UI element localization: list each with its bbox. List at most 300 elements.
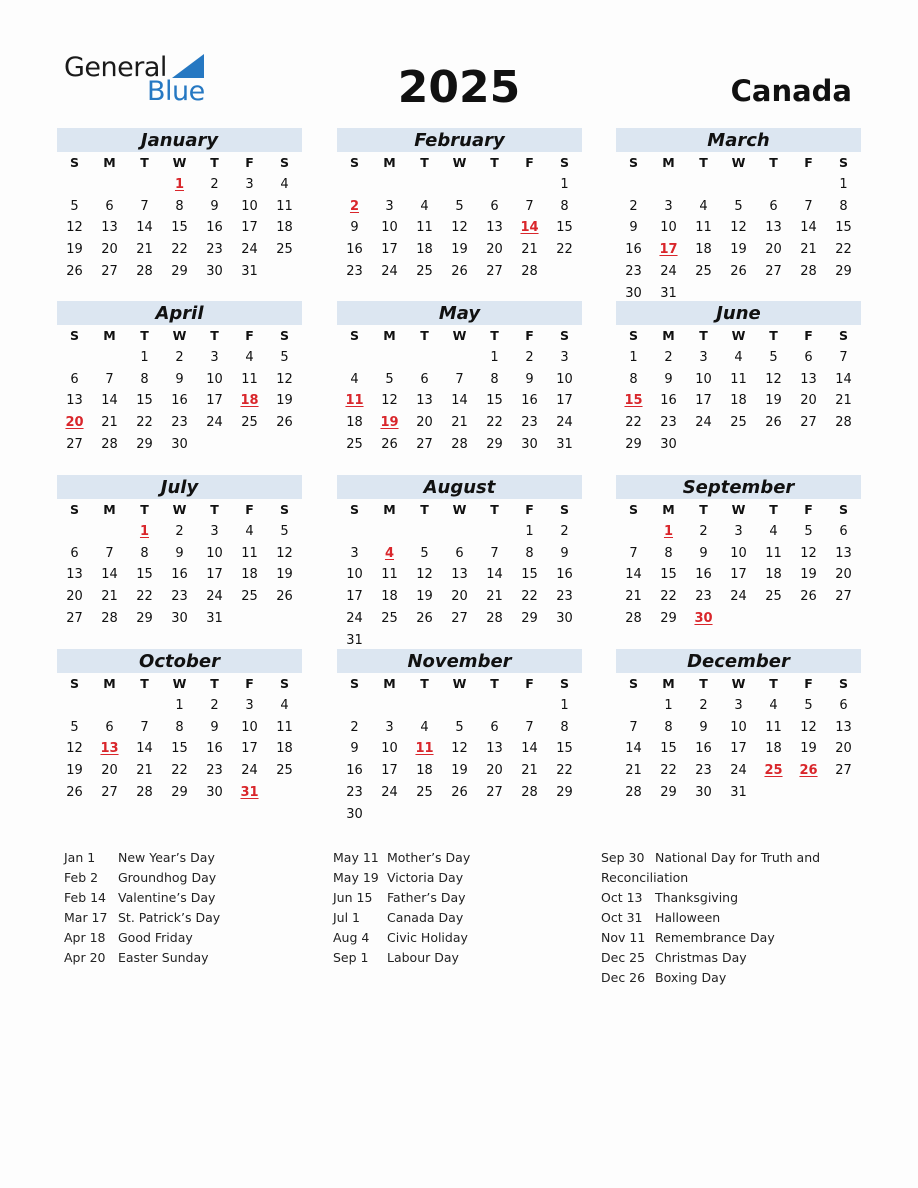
day: 2 (210, 176, 219, 192)
day: 19 (800, 567, 817, 583)
holiday-entry (64, 928, 220, 948)
day: 9 (525, 371, 534, 387)
empty-day (407, 347, 442, 369)
day: 30 (171, 610, 188, 626)
day: 16 (695, 567, 712, 583)
holiday-day: 15 (624, 393, 643, 409)
day: 5 (769, 349, 778, 365)
weekday-header: W (731, 155, 746, 170)
day: 30 (206, 784, 223, 800)
day: 1 (525, 523, 534, 539)
month-grid (337, 152, 582, 283)
month-july (57, 475, 302, 630)
day: 9 (350, 220, 359, 236)
day: 23 (660, 415, 677, 431)
day: 20 (66, 589, 83, 605)
day: 8 (490, 371, 499, 387)
day: 14 (101, 567, 118, 583)
day: 26 (66, 263, 83, 279)
weekday-header: M (662, 155, 675, 170)
day: 5 (734, 198, 743, 214)
holiday-name: Labour Day (387, 950, 459, 965)
month-grid (57, 152, 302, 283)
day: 27 (800, 415, 817, 431)
empty-day (92, 521, 127, 543)
empty-day (512, 174, 547, 196)
day: 10 (730, 545, 747, 561)
day: 22 (625, 415, 642, 431)
day: 3 (245, 176, 254, 192)
day: 25 (765, 589, 782, 605)
day: 26 (276, 415, 293, 431)
day: 23 (171, 415, 188, 431)
day: 19 (451, 763, 468, 779)
day: 10 (241, 719, 258, 735)
holiday-entry (64, 888, 220, 908)
day: 4 (769, 523, 778, 539)
day: 19 (416, 589, 433, 605)
day: 31 (241, 263, 258, 279)
day: 13 (835, 545, 852, 561)
day: 15 (660, 567, 677, 583)
holiday-date: Jun 15 (333, 890, 373, 905)
day: 16 (625, 242, 642, 258)
day: 4 (280, 697, 289, 713)
day: 30 (625, 285, 642, 301)
empty-day (372, 695, 407, 717)
holiday-entry (64, 848, 220, 868)
day: 9 (664, 371, 673, 387)
day: 12 (416, 567, 433, 583)
day: 27 (101, 784, 118, 800)
day: 26 (66, 784, 83, 800)
month-title: December (616, 649, 861, 673)
weekday-header: T (699, 155, 708, 170)
empty-day (756, 174, 791, 196)
day: 1 (175, 697, 184, 713)
empty-day (92, 695, 127, 717)
day: 24 (206, 589, 223, 605)
day: 4 (420, 198, 429, 214)
weekday-header: T (769, 502, 778, 517)
empty-day (442, 521, 477, 543)
day: 16 (206, 741, 223, 757)
day: 25 (276, 242, 293, 258)
day: 2 (210, 697, 219, 713)
weekday-header: F (525, 155, 534, 170)
day: 1 (490, 349, 499, 365)
holiday-date: Jan 1 (64, 850, 96, 865)
weekday-header: T (490, 676, 499, 691)
day: 3 (385, 719, 394, 735)
day: 30 (171, 436, 188, 452)
month-september (616, 475, 861, 630)
day: 11 (416, 220, 433, 236)
day: 22 (136, 589, 153, 605)
weekday-header: M (103, 502, 116, 517)
day: 12 (451, 741, 468, 757)
day: 30 (521, 436, 538, 452)
day: 27 (835, 763, 852, 779)
day: 2 (175, 523, 184, 539)
empty-day (651, 174, 686, 196)
day: 30 (695, 784, 712, 800)
holiday-name: National Day for Truth and (655, 850, 821, 865)
day: 8 (839, 198, 848, 214)
day: 2 (560, 523, 569, 539)
day: 12 (765, 371, 782, 387)
weekday-header: T (699, 676, 708, 691)
weekday-header: T (699, 502, 708, 517)
day: 17 (381, 763, 398, 779)
holiday-entry (333, 868, 470, 888)
holiday-day: 1 (174, 176, 185, 192)
day: 1 (629, 349, 638, 365)
day: 24 (241, 242, 258, 258)
month-may (337, 301, 582, 456)
holiday-name: Halloween (655, 910, 721, 925)
day: 29 (136, 610, 153, 626)
day: 18 (241, 567, 258, 583)
day: 13 (66, 567, 83, 583)
day: 13 (416, 393, 433, 409)
empty-day (791, 174, 826, 196)
day: 23 (521, 415, 538, 431)
weekday-header: T (420, 155, 429, 170)
day: 5 (280, 523, 289, 539)
weekday-header: S (628, 328, 638, 343)
month-october (57, 649, 302, 804)
day: 28 (101, 610, 118, 626)
holiday-day: 17 (659, 242, 678, 258)
day: 12 (730, 220, 747, 236)
day: 16 (660, 393, 677, 409)
holiday-entry (601, 968, 820, 988)
day: 8 (560, 198, 569, 214)
day: 2 (175, 349, 184, 365)
holiday-day: 13 (100, 741, 119, 757)
day: 18 (695, 242, 712, 258)
day: 24 (241, 763, 258, 779)
weekday-header: S (559, 676, 569, 691)
day: 3 (245, 697, 254, 713)
day: 10 (241, 198, 258, 214)
day: 4 (245, 523, 254, 539)
weekday-header: W (172, 155, 187, 170)
holiday-entry (333, 888, 470, 908)
day: 4 (420, 719, 429, 735)
weekday-header: W (731, 328, 746, 343)
weekday-header: T (210, 155, 219, 170)
day: 17 (730, 567, 747, 583)
day: 15 (556, 220, 573, 236)
month-title: March (616, 128, 861, 152)
day: 17 (346, 589, 363, 605)
day: 14 (136, 220, 153, 236)
day: 14 (101, 393, 118, 409)
day: 28 (451, 436, 468, 452)
day: 6 (105, 719, 114, 735)
month-february (337, 128, 582, 283)
logo-text-general: General (64, 52, 167, 83)
weekday-header: F (804, 328, 813, 343)
empty-day (92, 347, 127, 369)
weekday-header: S (838, 502, 848, 517)
day: 24 (381, 263, 398, 279)
weekday-header: F (804, 502, 813, 517)
day: 25 (346, 436, 363, 452)
day: 18 (276, 220, 293, 236)
day: 9 (699, 719, 708, 735)
weekday-header: S (69, 502, 79, 517)
day: 21 (101, 415, 118, 431)
day: 28 (521, 784, 538, 800)
day: 28 (486, 610, 503, 626)
day: 12 (66, 741, 83, 757)
holiday-name: Easter Sunday (118, 950, 209, 965)
holiday-day: 14 (520, 220, 539, 236)
day: 23 (171, 589, 188, 605)
holiday-day: 1 (663, 523, 674, 539)
day: 23 (346, 784, 363, 800)
day: 21 (800, 242, 817, 258)
weekday-header: S (559, 328, 569, 343)
day: 29 (556, 784, 573, 800)
day: 7 (140, 198, 149, 214)
day: 5 (804, 523, 813, 539)
day: 7 (455, 371, 464, 387)
empty-day (127, 695, 162, 717)
holiday-date: Oct 13 (601, 890, 643, 905)
holiday-name: Groundhog Day (118, 870, 217, 885)
day: 25 (416, 784, 433, 800)
day: 29 (136, 436, 153, 452)
holiday-date: Apr 18 (64, 930, 106, 945)
empty-day (372, 521, 407, 543)
month-title: January (57, 128, 302, 152)
day: 19 (451, 242, 468, 258)
month-grid (337, 499, 582, 652)
day: 19 (66, 242, 83, 258)
holiday-entry (601, 928, 820, 948)
holiday-date: Oct 31 (601, 910, 643, 925)
holiday-date: May 11 (333, 850, 379, 865)
empty-day (442, 695, 477, 717)
day: 6 (804, 349, 813, 365)
weekday-header: S (559, 502, 569, 517)
day: 18 (416, 242, 433, 258)
holiday-entry (333, 928, 470, 948)
holiday-day: 2 (349, 198, 360, 214)
holiday-day: 20 (65, 415, 84, 431)
day: 8 (629, 371, 638, 387)
day: 23 (346, 263, 363, 279)
day: 29 (660, 610, 677, 626)
day: 3 (210, 349, 219, 365)
holiday-name: Remembrance Day (655, 930, 775, 945)
day: 3 (664, 198, 673, 214)
day: 28 (625, 610, 642, 626)
month-title: October (57, 649, 302, 673)
day: 1 (664, 697, 673, 713)
holiday-name: Christmas Day (655, 950, 747, 965)
weekday-header: W (452, 155, 467, 170)
holiday-name: St. Patrick’s Day (118, 910, 221, 925)
day: 24 (695, 415, 712, 431)
holiday-name: Father’s Day (387, 890, 466, 905)
holiday-day: 11 (345, 393, 364, 409)
day: 5 (455, 719, 464, 735)
weekday-header: W (172, 676, 187, 691)
day: 12 (276, 371, 293, 387)
day: 18 (730, 393, 747, 409)
day: 24 (660, 263, 677, 279)
day: 28 (800, 263, 817, 279)
holiday-name: Boxing Day (655, 970, 727, 985)
day: 17 (241, 741, 258, 757)
day: 12 (276, 545, 293, 561)
day: 26 (276, 589, 293, 605)
logo-text-blue: Blue (147, 76, 205, 107)
month-title: April (57, 301, 302, 325)
month-title: November (337, 649, 582, 673)
day: 26 (730, 263, 747, 279)
weekday-header: F (245, 155, 254, 170)
month-grid (57, 673, 302, 804)
month-june (616, 301, 861, 456)
day: 9 (699, 545, 708, 561)
day: 7 (804, 198, 813, 214)
day: 19 (276, 393, 293, 409)
holiday-name-continued: Reconciliation (601, 870, 689, 885)
empty-day (512, 695, 547, 717)
day: 11 (276, 719, 293, 735)
day: 24 (346, 610, 363, 626)
day: 29 (835, 263, 852, 279)
day: 25 (730, 415, 747, 431)
day: 21 (136, 763, 153, 779)
day: 5 (385, 371, 394, 387)
day: 11 (695, 220, 712, 236)
empty-day (477, 695, 512, 717)
day: 15 (486, 393, 503, 409)
holiday-name: Good Friday (118, 930, 193, 945)
day: 27 (486, 263, 503, 279)
weekday-header: T (490, 328, 499, 343)
weekday-header: M (662, 328, 675, 343)
holiday-day: 18 (240, 393, 259, 409)
weekday-header: S (628, 155, 638, 170)
empty-day (337, 695, 372, 717)
empty-day (442, 174, 477, 196)
holiday-day: 30 (694, 610, 713, 626)
day: 29 (625, 436, 642, 452)
holiday-date: Mar 17 (64, 910, 108, 925)
holiday-column (64, 848, 220, 968)
holiday-date: Aug 4 (333, 930, 370, 945)
day: 4 (699, 198, 708, 214)
day: 9 (210, 719, 219, 735)
weekday-header: F (525, 502, 534, 517)
weekday-header: S (69, 676, 79, 691)
day: 16 (346, 242, 363, 258)
month-august (337, 475, 582, 652)
holiday-name: New Year’s Day (118, 850, 215, 865)
holiday-entry (333, 908, 470, 928)
day: 20 (800, 393, 817, 409)
holiday-date: Nov 11 (601, 930, 646, 945)
day: 27 (101, 263, 118, 279)
weekday-header: M (383, 328, 396, 343)
day: 13 (451, 567, 468, 583)
holiday-date: Dec 26 (601, 970, 646, 985)
weekday-header: W (452, 328, 467, 343)
weekday-header: M (103, 676, 116, 691)
empty-day (57, 695, 92, 717)
day: 13 (486, 741, 503, 757)
weekday-header: F (245, 676, 254, 691)
day: 1 (560, 697, 569, 713)
day: 9 (175, 371, 184, 387)
holiday-date: Jul 1 (333, 910, 361, 925)
day: 6 (70, 545, 79, 561)
day: 13 (835, 719, 852, 735)
weekday-header: T (699, 328, 708, 343)
holiday-name: Victoria Day (387, 870, 464, 885)
day: 27 (835, 589, 852, 605)
holiday-entry (64, 908, 220, 928)
day: 11 (276, 198, 293, 214)
holiday-name: Thanksgiving (655, 890, 739, 905)
month-grid (337, 325, 582, 456)
day: 3 (350, 545, 359, 561)
day: 12 (800, 719, 817, 735)
day: 18 (346, 415, 363, 431)
weekday-header: M (103, 328, 116, 343)
empty-day (57, 521, 92, 543)
day: 21 (486, 589, 503, 605)
weekday-header: T (210, 502, 219, 517)
weekday-header: S (279, 155, 289, 170)
weekday-header: S (628, 676, 638, 691)
holiday-date: Apr 20 (64, 950, 106, 965)
day: 11 (765, 719, 782, 735)
day: 6 (105, 198, 114, 214)
month-april (57, 301, 302, 456)
day: 2 (629, 198, 638, 214)
day: 16 (695, 741, 712, 757)
day: 20 (486, 242, 503, 258)
empty-day (372, 347, 407, 369)
weekday-header: F (245, 328, 254, 343)
day: 8 (140, 371, 149, 387)
weekday-header: M (383, 502, 396, 517)
weekday-header: S (349, 676, 359, 691)
day: 25 (416, 263, 433, 279)
day: 22 (486, 415, 503, 431)
day: 23 (695, 589, 712, 605)
weekday-header: F (245, 502, 254, 517)
holiday-entry (601, 908, 820, 928)
day: 10 (206, 371, 223, 387)
month-title: July (57, 475, 302, 499)
holiday-day: 25 (764, 763, 783, 779)
weekday-header: S (279, 502, 289, 517)
weekday-header: S (838, 328, 848, 343)
day: 7 (629, 545, 638, 561)
day: 11 (241, 545, 258, 561)
weekday-header: F (525, 328, 534, 343)
